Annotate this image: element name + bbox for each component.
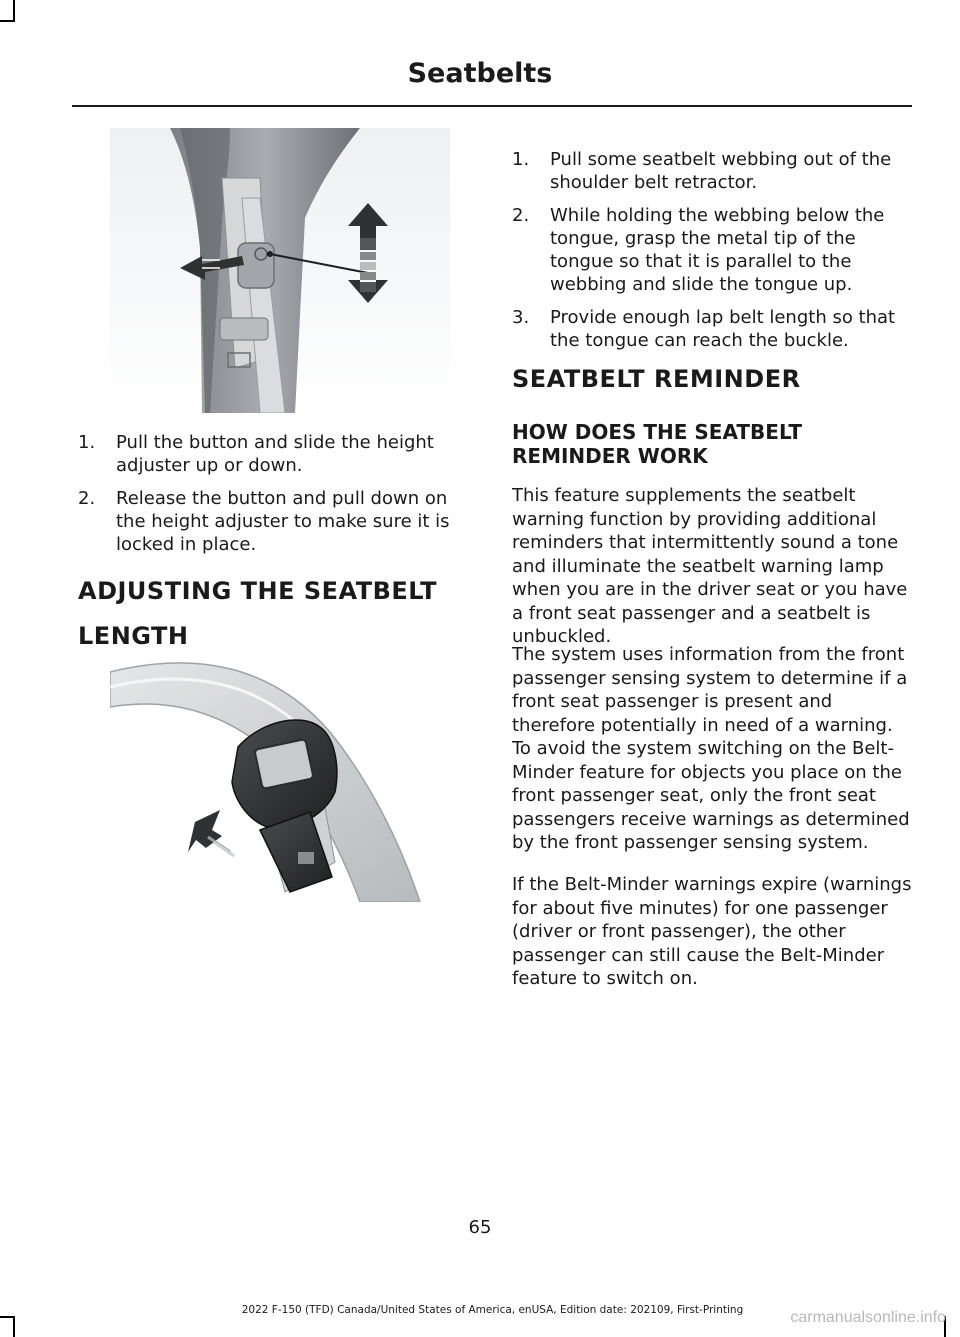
belt-length-illustration [110, 652, 430, 902]
paragraph: If the Belt-Minder warnings expire (warnings for about five minutes) for one passenger (driver or front passenger), the other passenger can still cause the Belt-Minder feature to switch on. [512, 874, 912, 989]
subheading-how-reminder-works: HOW DOES THE SEATBELT REMINDER WORK [512, 420, 803, 468]
crop-mark-bottom-left [13, 1316, 15, 1337]
footer-edition: 2022 F-150 (TFD) Canada/United States of America, enUSA, Edition date: 202109, First-Printing [241, 1304, 744, 1316]
list-item [512, 204, 912, 296]
list-item [512, 148, 912, 194]
step-number: 2. [512, 205, 530, 226]
paragraph: This feature supplements the seatbelt warning function by providing additional reminders that intermittently sound a tone and illuminate the seatbelt warning lamp when you are in the driver seat or you have a front seat passenger and a seatbelt is unbuckled. [512, 485, 908, 647]
header-divider [72, 105, 912, 107]
height-adjuster-illustration [110, 128, 450, 413]
step-text: Release the button and pull down on the height adjuster to make sure it is locked in place. [116, 488, 450, 555]
step-number: 1. [512, 149, 530, 170]
belt-length-steps [512, 148, 912, 362]
list-item [512, 306, 912, 352]
step-number: 2. [78, 488, 96, 509]
list-item [78, 487, 468, 556]
step-number: 1. [78, 432, 96, 453]
page-number: 65 [468, 1217, 492, 1238]
step-text: Pull some seatbelt webbing out of the shoulder belt retractor. [550, 149, 892, 193]
step-text: Provide enough lap belt length so that the tongue can reach the buckle. [550, 307, 896, 351]
section-heading-seatbelt-reminder: SEATBELT REMINDER [512, 365, 801, 393]
height-adjust-steps [78, 431, 468, 566]
crop-mark-top-left [13, 0, 15, 21]
step-text: While holding the webbing below the tongue, grasp the metal tip of the tongue so that it is parallel to the webbing and slide the tongue up. [550, 205, 885, 295]
step-number: 3. [512, 307, 530, 328]
list-item [78, 431, 468, 477]
heading-line: ADJUSTING THE SEATBELT [78, 577, 437, 605]
crop-mark-top-left-h [0, 20, 15, 22]
page-title: Seatbelts [407, 58, 553, 89]
crop-mark-bottom-left-h [0, 1316, 15, 1318]
step-text: Pull the button and slide the height adjuster up or down. [116, 432, 434, 476]
section-heading-adjusting-length [78, 575, 478, 652]
heading-line: LENGTH [78, 622, 189, 650]
paragraph: The system uses information from the front passenger sensing system to determine if a front seat passenger is present and therefore potentially in need of a warning. To avoid the system switching on the Belt-Minder feature for objects you place on the front passenger seat, only the front seat passengers receive warnings as determined by the front passenger sensing system. [512, 644, 910, 853]
watermark: carmanualsonline.info [790, 1309, 946, 1326]
